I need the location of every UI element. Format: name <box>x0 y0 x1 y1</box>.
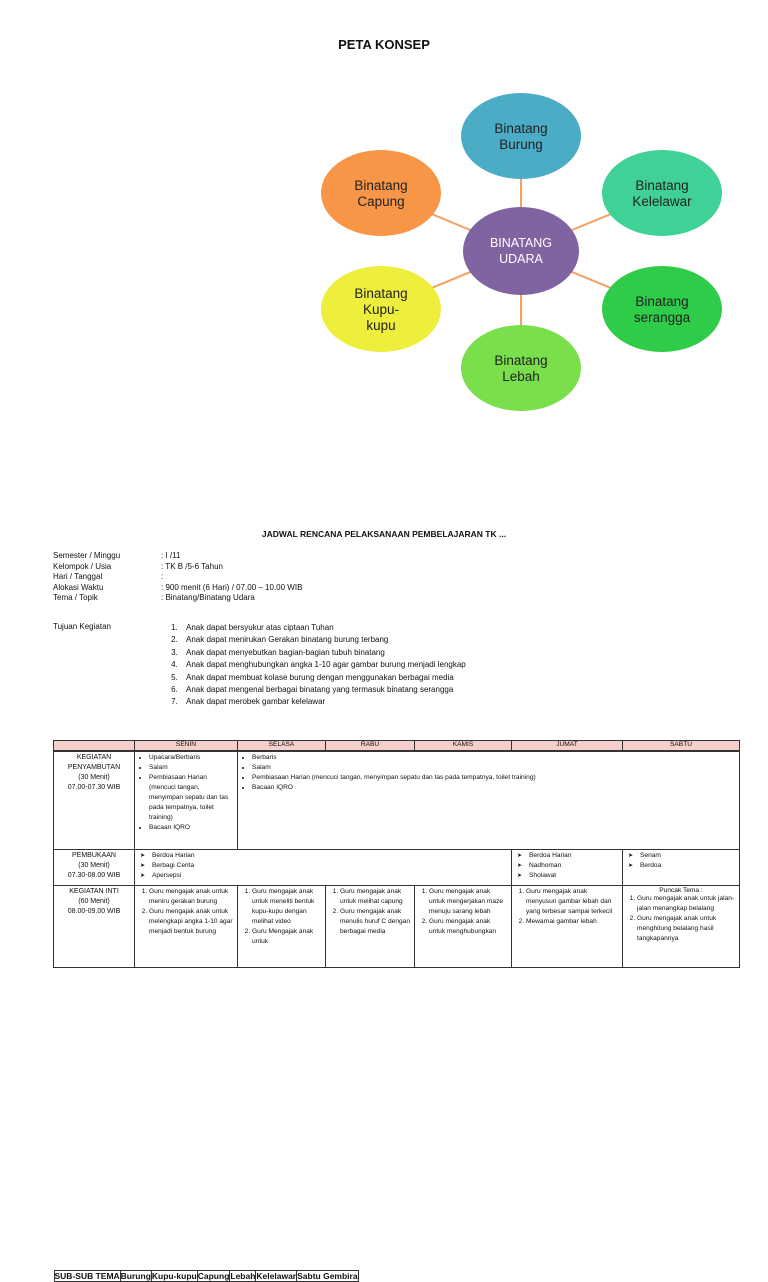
list-item: • Bacaan IQRO <box>149 823 234 833</box>
table-cell <box>623 850 740 886</box>
concept-node-label: serangga <box>634 310 691 325</box>
objective-item: 3. Anak dapat menyebutkan bagian-bagian tubuh binatang <box>180 647 466 659</box>
list-item: 2. Guru mengajak anak untuk melengkapi angka 1-10 agar menjadi bentuk burung <box>149 907 234 937</box>
list-item: 1. Guru mengajak anak untuk meneliti bentuk kupu-kupu dengan melihat video <box>252 887 322 927</box>
table-row <box>54 850 740 886</box>
row-label: KEGIATAN PENYAMBUTAN (30 Menit) 07.00-07.30 WIB <box>54 752 135 850</box>
concept-node <box>602 150 722 236</box>
table-cell: Lebah <box>230 1270 256 1281</box>
list-item: • Bacaan IQRO <box>252 783 736 793</box>
table-cell <box>135 752 238 850</box>
table-cell: Kelelawar <box>256 1270 297 1281</box>
list-item: • Pembiasaan Harian (mencuci tangan, menyimpan sepatu dan tas pada tempatnya, toilet training) <box>252 773 736 783</box>
header-cell: RABU <box>326 741 415 751</box>
concept-node-label: Binatang <box>494 121 547 136</box>
list-item: • Salam <box>149 763 234 773</box>
table-header-row <box>54 741 740 751</box>
row-label: SUB-SUB TEMA <box>54 1270 120 1281</box>
center-node-label: UDARA <box>499 252 543 266</box>
list-item: • Upacara/Berbaris <box>149 753 234 763</box>
table-cell <box>415 886 512 968</box>
list-item: 2. Guru mengajak anak menulis huruf C dengan berbagai media <box>340 907 411 937</box>
list-item: ➤ Berdoa Harian <box>152 851 508 861</box>
concept-map <box>0 0 768 520</box>
list-item: • Salam <box>252 763 736 773</box>
table-row <box>54 1270 768 1282</box>
puncak-tema-title: Puncak Tema : <box>626 887 736 894</box>
concept-node-label: Binatang <box>354 178 407 193</box>
list-item: ➤ Apersepsi <box>152 871 508 881</box>
page-title: PETA KONSEP <box>0 37 768 52</box>
table-row <box>54 886 740 968</box>
table-cell <box>135 850 512 886</box>
objectives-label: Tujuan Kegiatan <box>53 622 162 709</box>
objective-item: 7. Anak dapat merobek gambar kelelawar <box>180 696 466 708</box>
concept-node <box>602 266 722 352</box>
objective-item: 4. Anak dapat menghubungkan angka 1-10 agar gambar burung menjadi lengkap <box>180 659 466 671</box>
center-node-label: BINATANG <box>490 236 552 250</box>
table-cell <box>512 850 623 886</box>
concept-node-label: Burung <box>499 137 543 152</box>
center-node <box>463 207 579 295</box>
learning-objectives <box>53 622 466 709</box>
table-cell: Kupu-kupu <box>151 1270 197 1281</box>
table-cell <box>326 886 415 968</box>
list-item: 1. Guru mengajak anak untuk meniru gerakan burung <box>149 887 234 907</box>
info-row: Tema / Topik : Binatang/Binatang Udara <box>53 593 302 604</box>
list-item: ➤ Berdoa <box>640 861 736 871</box>
table-cell <box>623 886 740 968</box>
list-item: 1. Guru mengajak anak untuk mengerjakan maze menuju sarang lebah <box>429 887 508 917</box>
concept-node <box>321 150 441 236</box>
objective-item: 5. Anak dapat membuat kolase burung dengan menggunakan berbagai media <box>180 672 466 684</box>
list-item: 1. Guru mengajak anak untuk melihat capung <box>340 887 411 907</box>
table-cell <box>238 752 740 850</box>
info-row: Hari / Tanggal : <box>53 572 302 583</box>
info-row: Kelompok / Usia : TK B /5-6 Tahun <box>53 562 302 573</box>
header-cell <box>54 741 135 751</box>
table-cell <box>135 886 238 968</box>
list-item: • Pembiasaan Harian (mencuci tangan, menyimpan sepatu dan tas pada tempatnya, toilet training) <box>149 773 234 823</box>
table-row <box>54 752 740 850</box>
concept-node-label: Binatang <box>494 353 547 368</box>
info-row: Semester / Minggu : I /11 <box>53 551 302 562</box>
objective-item: 1. Anak dapat bersyukur atas ciptaan Tuhan <box>180 622 466 634</box>
info-block <box>53 551 302 604</box>
header-cell: SELASA <box>238 741 326 751</box>
header-cell: SABTU <box>623 741 740 751</box>
table-cell: Capung <box>197 1270 230 1281</box>
list-item: ➤ Berbagi Cerita <box>152 861 508 871</box>
row-label: KEGIATAN INTI (60 Menit) 08.00-09.00 WIB <box>54 886 135 968</box>
concept-node-label: kupu <box>366 318 395 333</box>
concept-node-label: Kupu- <box>363 302 399 317</box>
concept-node-label: Lebah <box>502 369 540 384</box>
concept-node-label: Binatang <box>354 286 407 301</box>
table-cell: Burung <box>120 1270 151 1281</box>
list-item: 2. Guru Mengajak anak untuk <box>252 927 322 947</box>
list-item: • Berbaris <box>252 753 736 763</box>
list-item: ➤ Sholawat <box>529 871 619 881</box>
list-item: 2. Mewarnai gambar lebah <box>526 917 619 927</box>
concept-node-label: Binatang <box>635 178 688 193</box>
list-item: ➤ Nadhoman <box>529 861 619 871</box>
concept-node <box>461 93 581 179</box>
info-row: Alokasi Waktu : 900 menit (6 Hari) / 07.00 – 10.00 WIB <box>53 583 302 594</box>
header-cell: KAMIS <box>415 741 512 751</box>
list-item: 2. Guru mengajak anak untuk menghubungkan <box>429 917 508 937</box>
concept-node-label: Capung <box>357 194 404 209</box>
table-cell: Sabtu Gembira <box>297 1270 358 1281</box>
objective-item: 6. Anak dapat mengenal berbagai binatang yang termasuk binatang serangga <box>180 684 466 696</box>
schedule-table <box>53 740 740 968</box>
list-item: 1. Guru mengajak anak untuk jalan-jalan menangkap belalang <box>637 894 736 914</box>
schedule-title: JADWAL RENCANA PELAKSANAAN PEMBELAJARAN TK ... <box>0 529 768 539</box>
concept-node-label: Binatang <box>635 294 688 309</box>
row-label: PEMBUKAAN (30 Menit) 07.30-08.00 WIB <box>54 850 135 886</box>
list-item: 1. Guru mengajak anak menyusun gambar lebah dari yang terbesar sampai terkecil <box>526 887 619 917</box>
concept-node <box>461 325 581 411</box>
header-cell: JUMAT <box>512 741 623 751</box>
objectives-list <box>162 622 466 709</box>
list-item: ➤ Berdoa Harian <box>529 851 619 861</box>
table-cell <box>512 886 623 968</box>
concept-node-label: Kelelawar <box>632 194 692 209</box>
list-item: 2. Guru mengajak anak untuk menghitung belalang hasil tangkapannya <box>637 914 736 944</box>
objective-item: 2. Anak dapat menirukan Gerakan binatang burung terbang <box>180 634 466 646</box>
table-cell <box>238 886 326 968</box>
list-item: ➤ Senam <box>640 851 736 861</box>
header-cell: SENIN <box>135 741 238 751</box>
